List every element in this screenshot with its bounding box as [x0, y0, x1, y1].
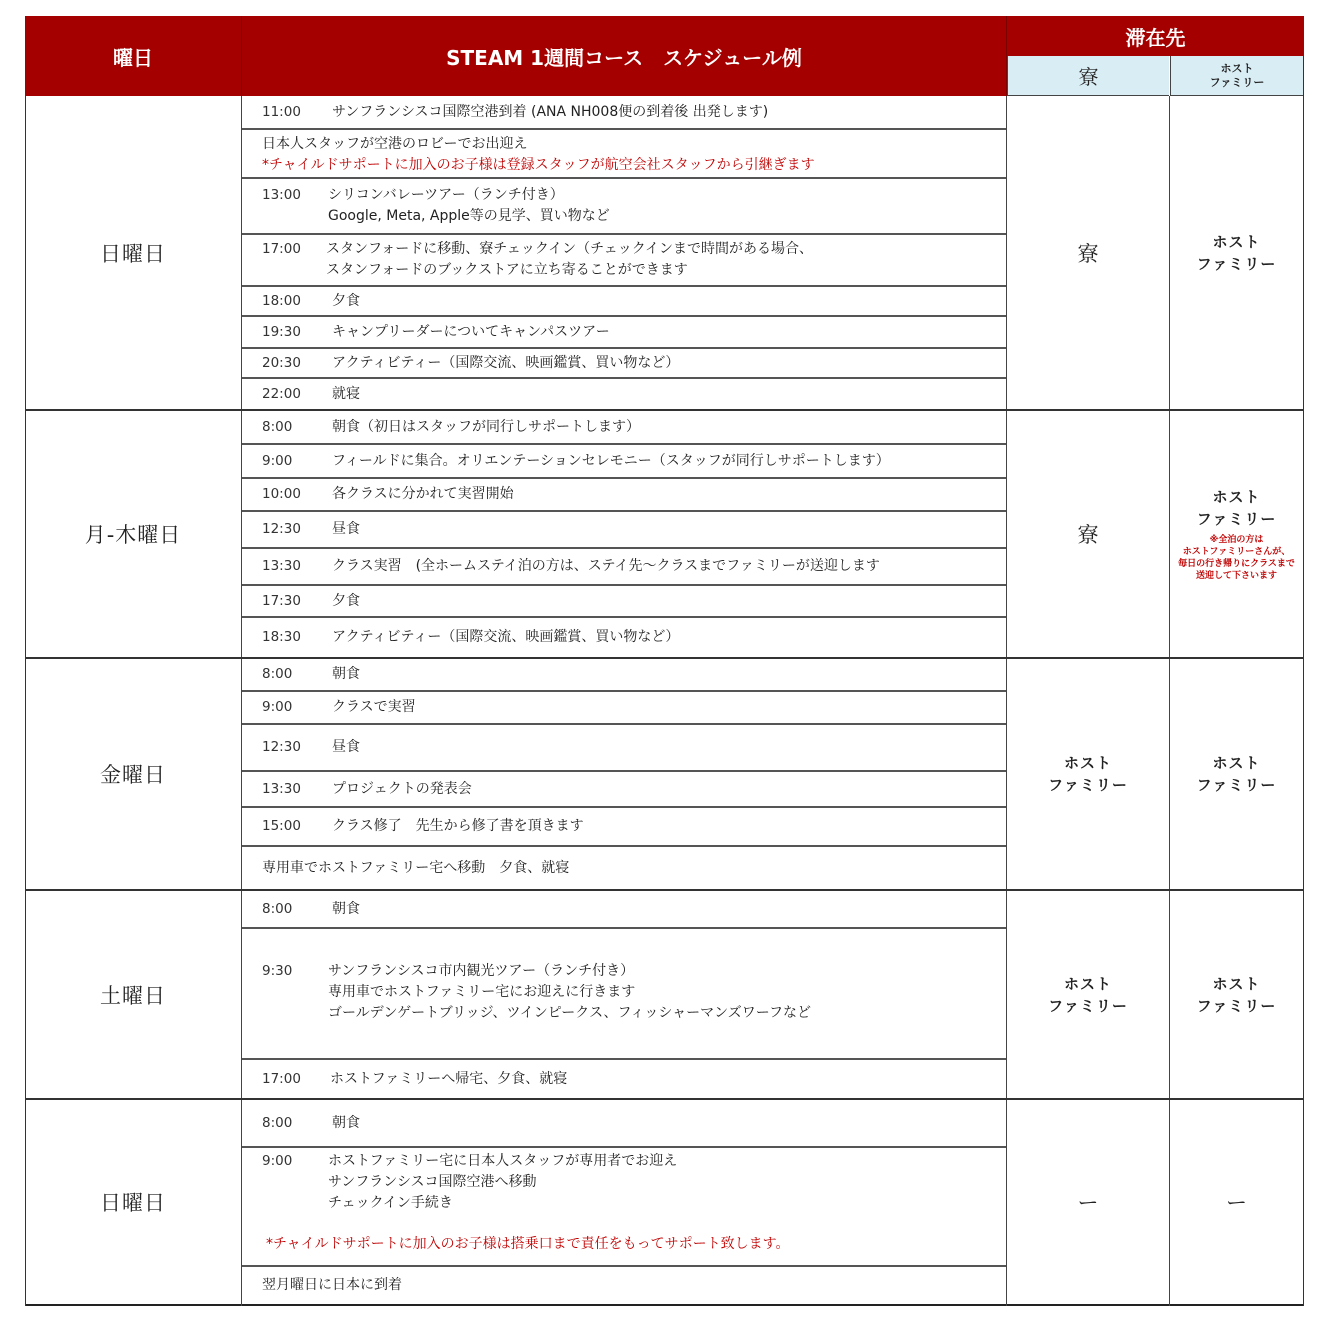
time-label: 13:30: [262, 780, 301, 797]
activity-text: 翌月曜日に日本に到着: [262, 1277, 402, 1293]
child-support-note: *チャイルドサポートに加入のお子様は搭乗口まで責任をもってサポート致します。: [266, 1236, 790, 1252]
stay-value: 寮: [1077, 523, 1099, 547]
schedule-row: [242, 847, 1006, 889]
stay-host-cell: [1170, 411, 1303, 657]
header-divider: [241, 16, 242, 96]
schedule-row: [242, 179, 1006, 235]
stay-host-cell: [1170, 1100, 1303, 1304]
activity-text: フィールドに集合。オリエンテーションセレモニー（スタッフが同行しサポートします）: [332, 452, 890, 469]
schedule-row: [242, 1100, 1006, 1148]
activity-text: サンフランシスコ国際空港到着 (ANA NH008便の到着後 出発します): [332, 103, 769, 120]
day-schedule-block: [242, 659, 1006, 889]
activity-text: 専用車でホストファミリー宅へ移動 夕食、就寝: [262, 859, 570, 876]
schedule-title: STEAM 1週間コース スケジュール例: [242, 16, 1006, 96]
stay-value: ホスト ファミリー: [1048, 974, 1128, 1015]
schedule-row: [242, 512, 1006, 549]
schedule-row: [242, 445, 1006, 479]
activity-text: ホストファミリーへ帰宅、夕食、就寝: [330, 1070, 568, 1087]
time-label: 19:30: [262, 323, 301, 340]
schedule-row: [242, 287, 1006, 317]
time-label: 18:00: [262, 292, 301, 309]
schedule-row: [242, 379, 1006, 409]
time-label: 8:00: [262, 666, 293, 682]
stay-value: ホスト ファミリー: [1196, 754, 1277, 794]
day-label: 日曜日: [100, 1191, 166, 1215]
activity-text: 朝食（初日はスタッフが同行しサポートします）: [332, 418, 640, 435]
activity-text: 夕食: [332, 592, 360, 609]
time-label: 17:00: [262, 241, 301, 257]
schedule-row: [242, 1267, 1006, 1304]
schedule-row: [242, 96, 1006, 130]
schedule-row: [242, 1060, 1006, 1098]
schedule-row: [242, 659, 1006, 692]
stay-host-cell: [1170, 891, 1303, 1098]
activity-text: クラス修了 先生から修了書を頂きます: [332, 818, 584, 834]
schedule-row: [242, 479, 1006, 512]
activity-text: キャンプリーダーについてキャンパスツアー: [332, 323, 610, 340]
schedule-row: [242, 692, 1006, 725]
time-label: 15:00: [262, 818, 301, 834]
day-schedule-block: [242, 411, 1006, 657]
schedule-row: [242, 235, 1006, 287]
activity-text: 日本人スタッフが空港のロビーでお出迎え: [262, 136, 528, 152]
activity-text: 昼食: [332, 521, 360, 537]
time-label: 22:00: [262, 385, 301, 402]
stay-value: ー: [1226, 1191, 1247, 1215]
day-schedule-block: [242, 1100, 1006, 1304]
activity-text: スタンフォードに移動、寮チェックイン（チェックインまで時間がある場合、 スタンフォードのブックストアに立ち寄ることができます: [326, 241, 814, 278]
schedule-row: [242, 586, 1006, 618]
activity-text: プロジェクトの発表会: [332, 780, 472, 797]
stay-dorm-cell: [1007, 659, 1169, 889]
schedule-row: [242, 549, 1006, 586]
day-label: 土曜日: [100, 983, 166, 1008]
time-label: 13:30: [262, 558, 301, 574]
activity-text: 朝食: [332, 666, 360, 682]
time-label: 20:30: [262, 354, 301, 371]
activity-text: 昼食: [332, 739, 360, 755]
stay-dorm-header: 寮: [1007, 56, 1169, 96]
activity-text: アクティビティー（国際交流、映画鑑賞、買い物など）: [332, 354, 680, 371]
time-label: 12:30: [262, 739, 301, 755]
time-label: 18:30: [262, 629, 301, 645]
schedule-row: [242, 349, 1006, 379]
activity-text: クラスで実習: [332, 699, 416, 715]
activity-text: 朝食: [332, 900, 360, 917]
stay-value: ホスト ファミリー: [1196, 232, 1277, 273]
stay-value: 寮: [1077, 241, 1099, 266]
schedule-row: [242, 130, 1006, 179]
day-label: 金曜日: [100, 763, 166, 787]
time-label: 9:00: [262, 1153, 293, 1169]
schedule-row: [242, 808, 1006, 847]
activity-text: シリコンバレーツアー（ランチ付き） Google, Meta, Apple等の見学、買い物など: [328, 187, 610, 224]
time-label: 8:00: [262, 900, 293, 917]
day-label: 日曜日: [100, 241, 166, 266]
activity-text: クラス実習 (全ホームステイ泊の方は、ステイ先～クラスまでファミリーが送迎します: [332, 558, 880, 574]
schedule-row: [242, 929, 1006, 1060]
time-label: 8:00: [262, 418, 293, 435]
time-label: 9:30: [262, 963, 293, 979]
stay-value: ホスト ファミリー: [1048, 754, 1128, 794]
stay-column-header: 滞在先: [1007, 16, 1304, 56]
day-schedule-block: [242, 891, 1006, 1098]
schedule-row: [242, 725, 1006, 772]
activity-text: 夕食: [332, 292, 360, 309]
time-label: 17:00: [262, 1070, 301, 1087]
time-label: 17:30: [262, 592, 301, 609]
time-label: 8:00: [262, 1114, 293, 1131]
schedule-row: [242, 772, 1006, 808]
stay-value: ホスト ファミリー: [1196, 974, 1277, 1015]
activity-text: 就寝: [332, 385, 360, 402]
day-label: 月-木曜日: [84, 523, 182, 547]
time-label: 11:00: [262, 103, 301, 120]
table-border-right: [1303, 16, 1304, 1306]
activity-text: サンフランシスコ市内観光ツアー（ランチ付き） 専用車でホストファミリー宅にお迎えに行きます ゴールデンゲートブリッジ、ツインピークス、フィッシャーマンズワーフなど: [328, 963, 811, 1021]
stay-host-cell: [1170, 96, 1303, 409]
activity-text: アクティビティー（国際交流、映画鑑賞、買い物など）: [332, 629, 680, 645]
stay-dorm-cell: [1007, 1100, 1169, 1304]
day-schedule-block: [242, 96, 1006, 409]
time-label: 12:30: [262, 521, 301, 537]
time-label: 10:00: [262, 486, 301, 502]
schedule-row: [242, 317, 1006, 349]
stay-host-header: ホスト ファミリー: [1170, 56, 1304, 96]
stay-dorm-cell: [1007, 891, 1169, 1098]
day-column-header: 曜日: [25, 16, 241, 96]
time-label: 9:00: [262, 699, 293, 715]
schedule-table: [25, 16, 1304, 1306]
time-label: 13:00: [262, 187, 301, 203]
stay-value: ホスト ファミリー: [1196, 488, 1277, 528]
header-divider: [1006, 16, 1007, 96]
activity-text: 朝食: [332, 1114, 360, 1131]
stay-host-cell: [1170, 659, 1303, 889]
stay-dorm-cell: [1007, 411, 1169, 657]
schedule-row: [242, 411, 1006, 445]
host-transport-note: ※全泊の方は ホストファミリーさんが、 毎日の行き帰りにクラスまで 送迎して下さいます: [1178, 535, 1295, 581]
stay-value: ー: [1077, 1191, 1099, 1215]
stay-dorm-cell: [1007, 96, 1169, 409]
activity-text: ホストファミリー宅に日本人スタッフが専用者でお迎え サンフランシスコ国際空港へ移動 チェックイン手続き: [328, 1153, 678, 1211]
child-support-note: *チャイルドサポートに加入のお子様は登録スタッフが航空会社スタッフから引継ぎます: [262, 157, 815, 173]
schedule-row: [242, 1148, 1006, 1267]
schedule-row: [242, 891, 1006, 929]
activity-text: 各クラスに分かれて実習開始: [332, 486, 514, 502]
schedule-row: [242, 618, 1006, 657]
time-label: 9:00: [262, 452, 293, 469]
